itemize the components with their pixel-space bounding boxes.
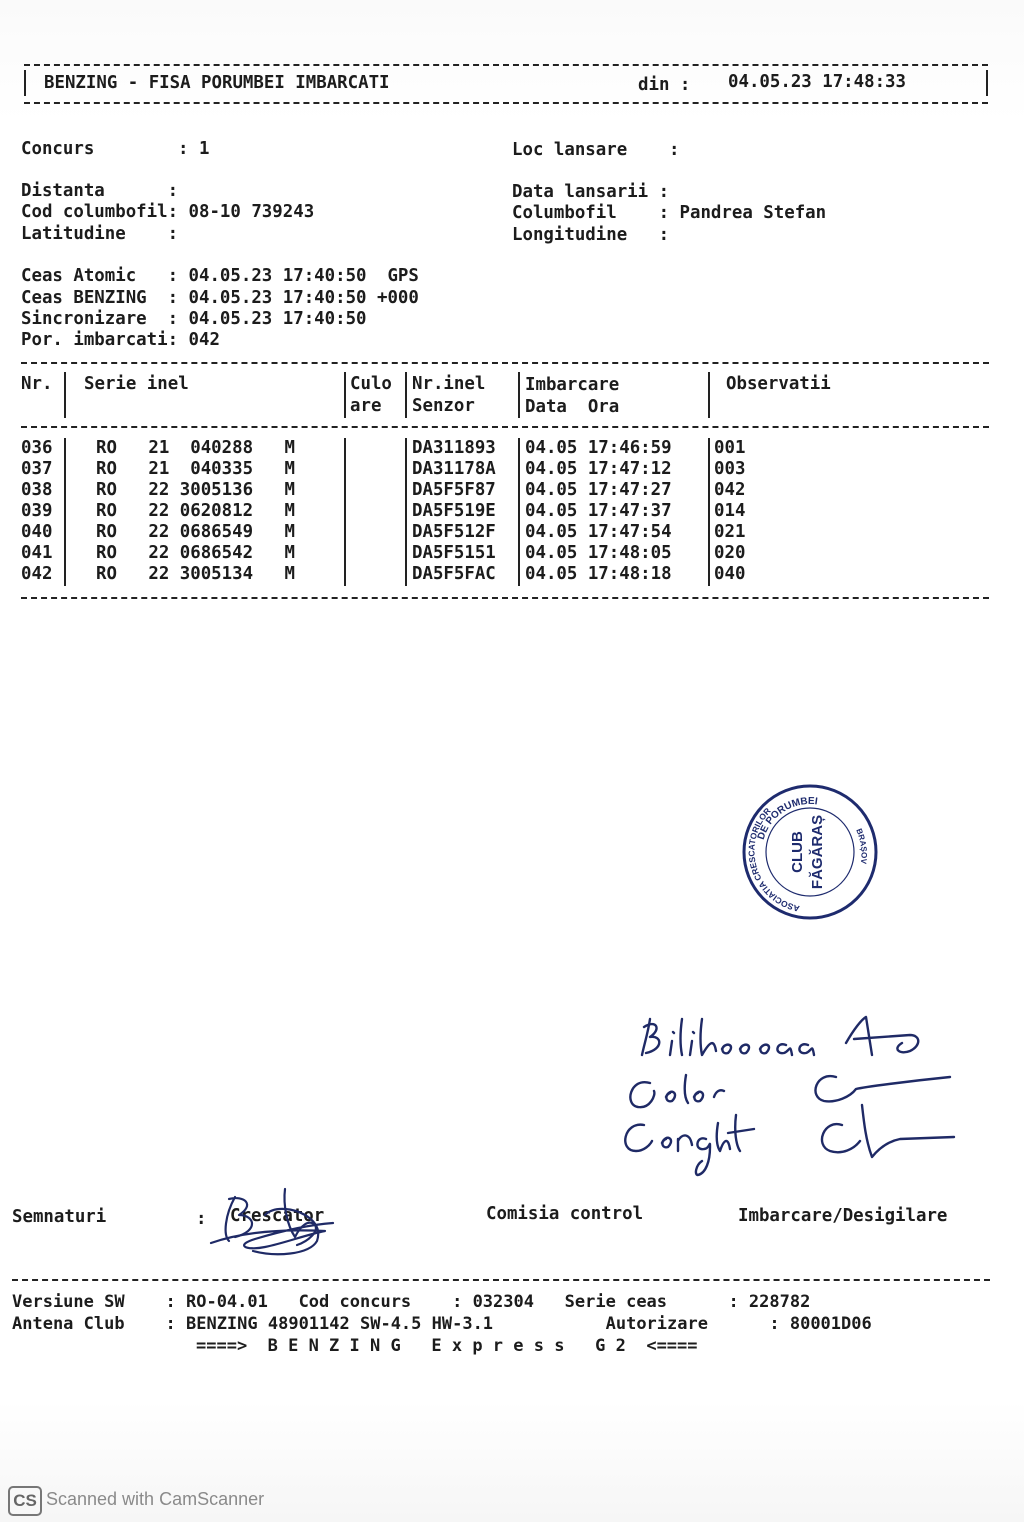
cell-serie-inel: RO 22 3005136 M [96, 480, 295, 500]
col-divider [708, 372, 710, 418]
camscanner-watermark-text: Scanned with CamScanner [46, 1489, 265, 1509]
field-loc-lansare: Loc lansare : [512, 140, 680, 160]
comisia-control-label: Comisia control [486, 1204, 644, 1224]
stamp-text-fagaras: FĂGĂRAȘ [809, 814, 826, 890]
header-right-border [986, 70, 988, 96]
cell-data-ora: 04.05 17:46:59 [525, 438, 672, 458]
crescator-label: Crescator [230, 1206, 325, 1226]
col-header-nr-inel: Nr.inel [412, 374, 486, 394]
cell-serie-inel: RO 21 040288 M [96, 438, 295, 458]
table-bottom-rule [21, 597, 989, 599]
col-header-serie-inel: Serie inel [84, 374, 189, 394]
signatures-label: Semnaturi [12, 1207, 107, 1227]
cell-senzor: DA5F519E [412, 501, 496, 521]
cell-data-ora: 04.05 17:47:54 [525, 522, 672, 542]
cell-nr: 038 [21, 480, 53, 500]
commission-handwritten-signatures [610, 1005, 970, 1185]
table-header-rule [21, 426, 989, 428]
cell-observatii: 042 [714, 480, 746, 500]
cell-data-ora: 04.05 17:48:18 [525, 564, 672, 584]
cell-observatii: 014 [714, 501, 746, 521]
cell-data-ora: 04.05 17:47:37 [525, 501, 672, 521]
stamp-text-left: ASOCIATIA CRESCATORILOR [746, 805, 801, 914]
col-header-nr: Nr. [21, 374, 53, 394]
table-body [0, 438, 1024, 588]
col-divider [708, 438, 710, 586]
header-left-border [24, 70, 26, 96]
stamp-text-top: DE PORUMBEI [755, 795, 819, 842]
col-header-data-ora: Data Ora [525, 397, 620, 417]
col-divider [518, 372, 520, 418]
col-divider [64, 438, 66, 586]
cell-serie-inel: RO 22 3005134 M [96, 564, 295, 584]
cell-data-ora: 04.05 17:48:05 [525, 543, 672, 563]
col-divider [344, 372, 346, 418]
cell-senzor: DA31178A [412, 459, 496, 479]
cell-observatii: 040 [714, 564, 746, 584]
field-data-lansarii: Data lansarii : [512, 182, 670, 202]
cell-observatii: 001 [714, 438, 746, 458]
footer-line-1: Versiune SW : RO-04.01 Cod concurs : 032304 Serie ceas : 228782 [12, 1292, 811, 1312]
cell-observatii: 003 [714, 459, 746, 479]
cell-senzor: DA5F512F [412, 522, 496, 542]
col-header-culoare-2: are [350, 396, 382, 416]
cell-nr: 036 [21, 438, 53, 458]
field-latitudine: Latitudine : [21, 224, 179, 244]
field-por-imbarcati: Por. imbarcati: 042 [21, 330, 220, 350]
header-datetime: 04.05.23 17:48:33 [728, 72, 906, 92]
cell-serie-inel: RO 22 0686542 M [96, 543, 295, 563]
stamp-text-right: BRAȘOV [854, 827, 869, 865]
cell-serie-inel: RO 21 040335 M [96, 459, 295, 479]
cell-nr: 042 [21, 564, 53, 584]
cell-nr: 040 [21, 522, 53, 542]
cell-observatii: 020 [714, 543, 746, 563]
footer-line-3: ====> B E N Z I N G E x p r e s s G 2 <==== [196, 1336, 698, 1356]
imbarcare-desigilare-label: Imbarcare/Desigilare [738, 1206, 948, 1226]
cell-senzor: DA5F5FAC [412, 564, 496, 584]
header-din-label: din : [638, 75, 691, 95]
col-header-observatii: Observatii [726, 374, 831, 394]
col-header-imbarcare: Imbarcare [525, 375, 620, 395]
cell-data-ora: 04.05 17:47:27 [525, 480, 672, 500]
cell-senzor: DA311893 [412, 438, 496, 458]
cell-senzor: DA5F5151 [412, 543, 496, 563]
breeder-handwritten-signature [205, 1185, 345, 1265]
col-divider [518, 438, 520, 586]
footer-top-rule [12, 1279, 990, 1281]
document-title: BENZING - FISA PORUMBEI IMBARCATI [44, 73, 390, 93]
cell-observatii: 021 [714, 522, 746, 542]
field-ceas-benzing: Ceas BENZING : 04.05.23 17:40:50 +000 [21, 288, 419, 308]
footer-line-2: Antena Club : BENZING 48901142 SW-4.5 HW-3.1 Autorizare : 80001D06 [12, 1314, 872, 1334]
col-divider [64, 372, 66, 418]
header-bottom-rule [24, 102, 988, 104]
camscanner-logo: CS [8, 1486, 42, 1516]
club-stamp [740, 782, 880, 922]
col-divider [344, 438, 346, 586]
header-top-rule [24, 64, 988, 66]
cell-serie-inel: RO 22 0686549 M [96, 522, 295, 542]
field-concurs: Concurs : 1 [21, 139, 210, 159]
field-longitudine: Longitudine : [512, 225, 670, 245]
cell-nr: 041 [21, 543, 53, 563]
cell-data-ora: 04.05 17:47:12 [525, 459, 672, 479]
cell-nr: 037 [21, 459, 53, 479]
field-sincronizare: Sincronizare : 04.05.23 17:40:50 [21, 309, 367, 329]
field-ceas-atomic: Ceas Atomic : 04.05.23 17:40:50 GPS [21, 266, 419, 286]
field-distanta: Distanta : [21, 181, 179, 201]
cell-nr: 039 [21, 501, 53, 521]
stamp-text-club: CLUB [789, 831, 806, 873]
col-header-senzor: Senzor [412, 396, 475, 416]
cell-serie-inel: RO 22 0620812 M [96, 501, 295, 521]
cell-senzor: DA5F5F87 [412, 480, 496, 500]
field-columbofil: Columbofil : Pandrea Stefan [512, 203, 827, 223]
table-top-rule [21, 362, 989, 364]
field-cod-columbofil: Cod columbofil: 08-10 739243 [21, 202, 315, 222]
col-divider [405, 372, 407, 418]
col-header-culoare-1: Culo [350, 374, 392, 394]
col-divider [405, 438, 407, 586]
signatures-colon: : [196, 1209, 207, 1229]
